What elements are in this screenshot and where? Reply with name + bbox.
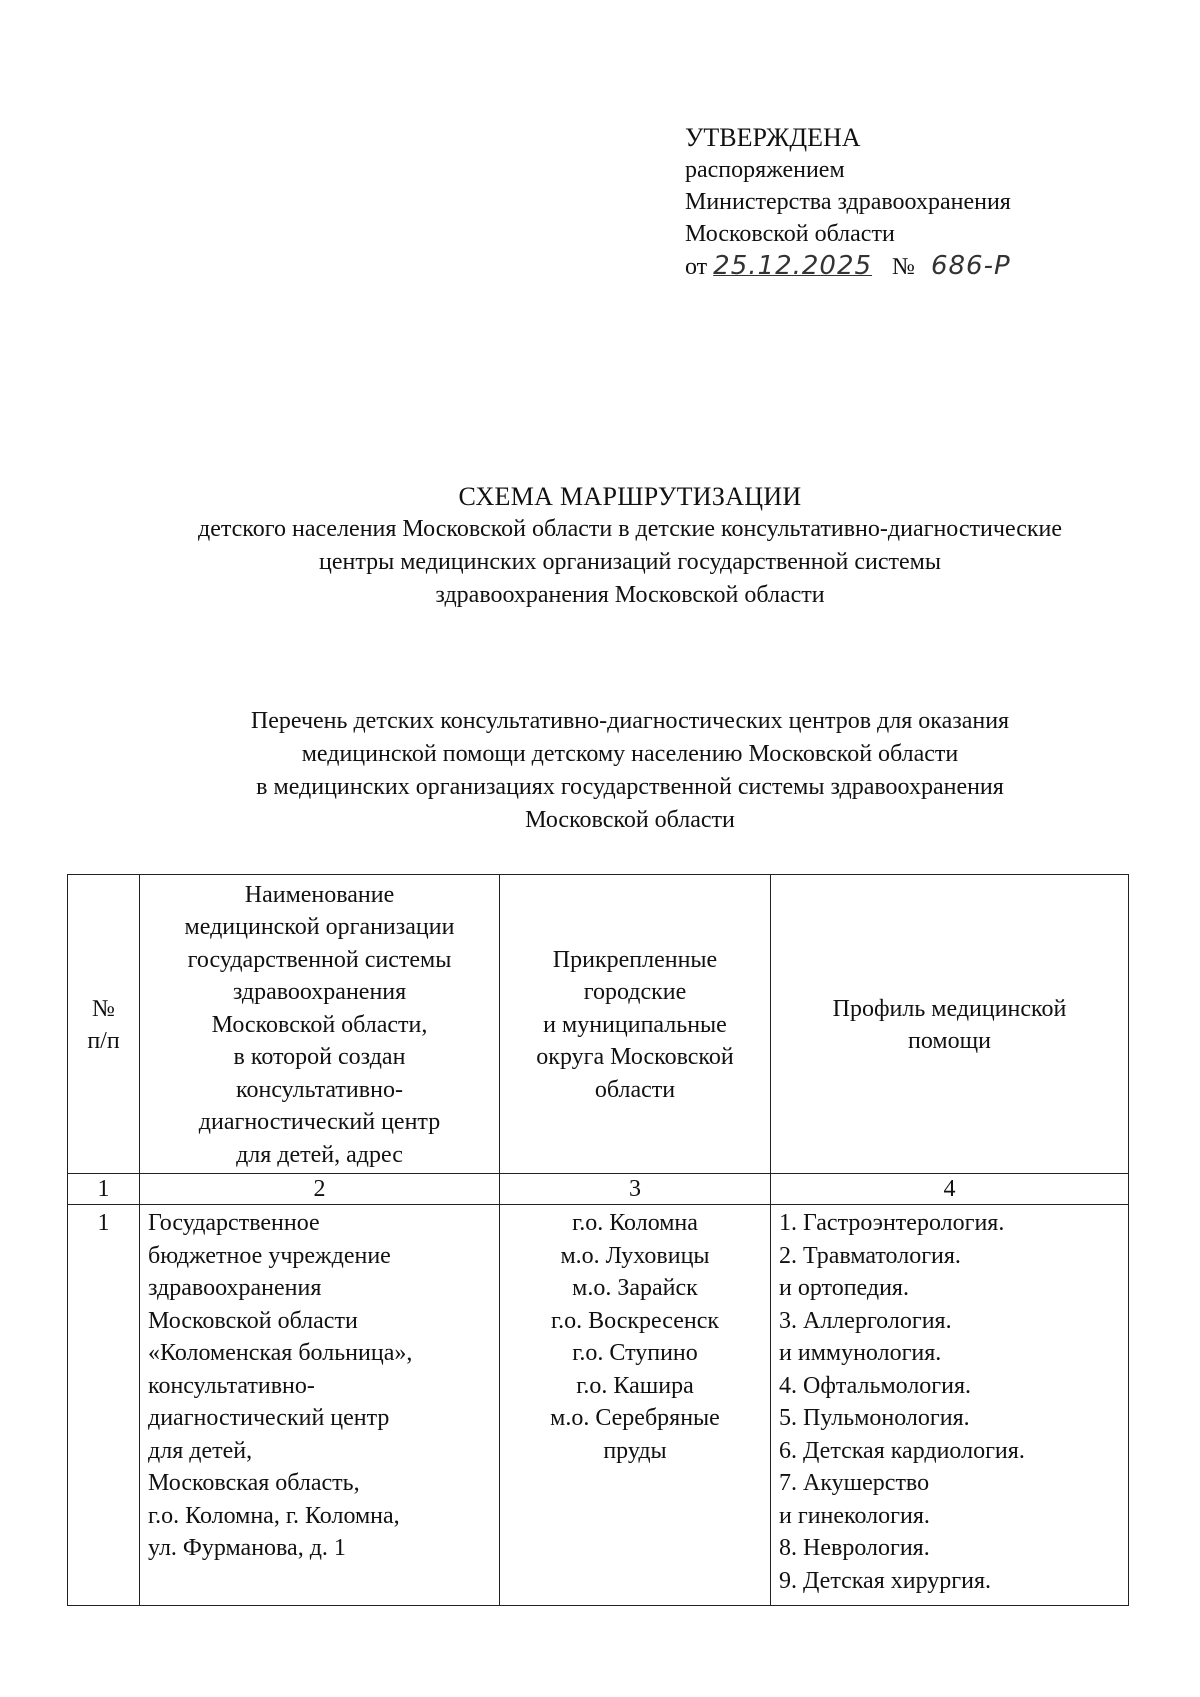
date-prefix: от [685,254,708,280]
cell-line: для детей, [148,1437,253,1464]
list-title-line-3: в медицинских организациях государственной системы здравоохранения [256,774,1004,800]
cell-line: бюджетное учреждение [148,1242,391,1269]
handwritten-number: 686-Р [930,251,1011,281]
list-title-line-1: Перечень детских консультативно-диагностических центров для оказания [250,708,1010,734]
cell-line: Профиль медицинской [832,995,1067,1022]
cell-line: 7. Акушерство [779,1470,930,1496]
cell-line: Московская область, [148,1470,360,1496]
document-title [60,480,1200,612]
header-organization [140,875,500,1174]
cell-line: городские [583,979,687,1006]
title-line-1: детского населения Московской области в детские консультативно-диагностические [198,516,1062,542]
title-line-3: здравоохранения Московской области [435,582,825,608]
approval-line-3: Московской области [685,221,895,247]
cell-line: п/п [87,1028,120,1054]
cell-line: помощи [908,1028,991,1054]
cell-line: консультативно- [148,1372,315,1399]
routing-table [67,874,1129,1606]
cell-line: ул. Фурманова, д. 1 [148,1535,346,1561]
cell-line: 4. Офтальмология. [779,1372,972,1399]
cell-line: м.о. Зарайск [572,1275,698,1301]
cell-line: г.о. Воскресенск [550,1307,720,1334]
cell-line: диагностический центр [198,1109,441,1136]
cell-line: в которой создан [233,1044,406,1071]
cell-line: г.о. Коломна [572,1210,698,1236]
cell-line: 8. Неврология. [779,1535,930,1561]
list-title [60,705,1200,837]
cell-line: г.о. Коломна, г. Коломна, [148,1502,400,1529]
cell-line: Московской области [148,1307,358,1334]
cell-line: Государственное [148,1210,320,1236]
cell-line: 2. Травматология. [779,1242,961,1269]
column-number: 3 [500,1174,771,1205]
cell-line: Московской области, [211,1011,428,1038]
approval-line-1: распоряжением [685,157,845,183]
table-header-row [68,875,1129,1174]
list-title-line-2: медицинской помощи детскому населению Московской области [301,741,959,767]
cell-line: и иммунология. [779,1340,942,1366]
cell-line: 6. Детская кардиология. [779,1437,1025,1464]
column-number: 4 [771,1174,1129,1205]
cell-line: № [92,995,115,1022]
cell-line: 5. Пульмонология. [779,1405,970,1431]
cell-line: и гинекология. [779,1502,930,1529]
cell-line: и муниципальные [543,1011,727,1038]
column-number: 1 [68,1174,140,1205]
cell-line: области [594,1076,676,1103]
cell-line: Прикрепленные [552,946,718,973]
handwritten-date: 25.12.2025 [713,251,873,281]
cell-line: пруды [603,1437,667,1464]
cell-line: 3. Аллергология. [779,1307,952,1334]
cell-line: государственной системы [187,946,452,973]
cell-line: м.о. Луховицы [560,1242,710,1269]
organization-cell [140,1205,500,1606]
cell-line: 9. Детская хирургия. [779,1567,991,1594]
column-number: 2 [140,1174,500,1205]
cell-line: «Коломенская больница», [148,1340,413,1366]
cell-line: здравоохранения [232,979,407,1006]
header-number [68,875,140,1174]
column-number-row [68,1174,1129,1205]
cell-line: для детей, адрес [236,1141,403,1168]
cell-line: м.о. Серебряные [550,1405,720,1431]
approval-stamp [685,122,1011,283]
approval-line-2: Министерства здравоохранения [685,189,1011,215]
number-sign: № [892,254,915,280]
cell-line: г.о. Кашира [576,1372,694,1399]
list-title-line-4: Московской области [525,807,735,833]
cell-line: Наименование [244,881,395,908]
cell-line: и ортопедия. [779,1275,909,1301]
profiles-cell [771,1205,1129,1606]
cell-line: округа Московской [536,1044,734,1071]
cell-line: г.о. Ступино [572,1340,698,1366]
title-line-2: центры медицинских организаций государственной системы [318,549,941,575]
cell-line: 1. Гастроэнтерология. [779,1210,1005,1236]
header-districts [500,875,771,1174]
cell-line: здравоохранения [148,1275,322,1301]
row-number: 1 [68,1205,140,1606]
table-row [68,1205,1129,1606]
cell-line: медицинской организации [184,914,455,941]
approval-heading: УТВЕРЖДЕНА [685,123,861,152]
districts-cell [500,1205,771,1606]
header-profile [771,875,1129,1174]
cell-line: диагностический центр [148,1405,390,1431]
title-main: СХЕМА МАРШРУТИЗАЦИИ [458,482,802,511]
approval-date-row [685,250,1011,283]
cell-line: консультативно- [236,1076,403,1103]
